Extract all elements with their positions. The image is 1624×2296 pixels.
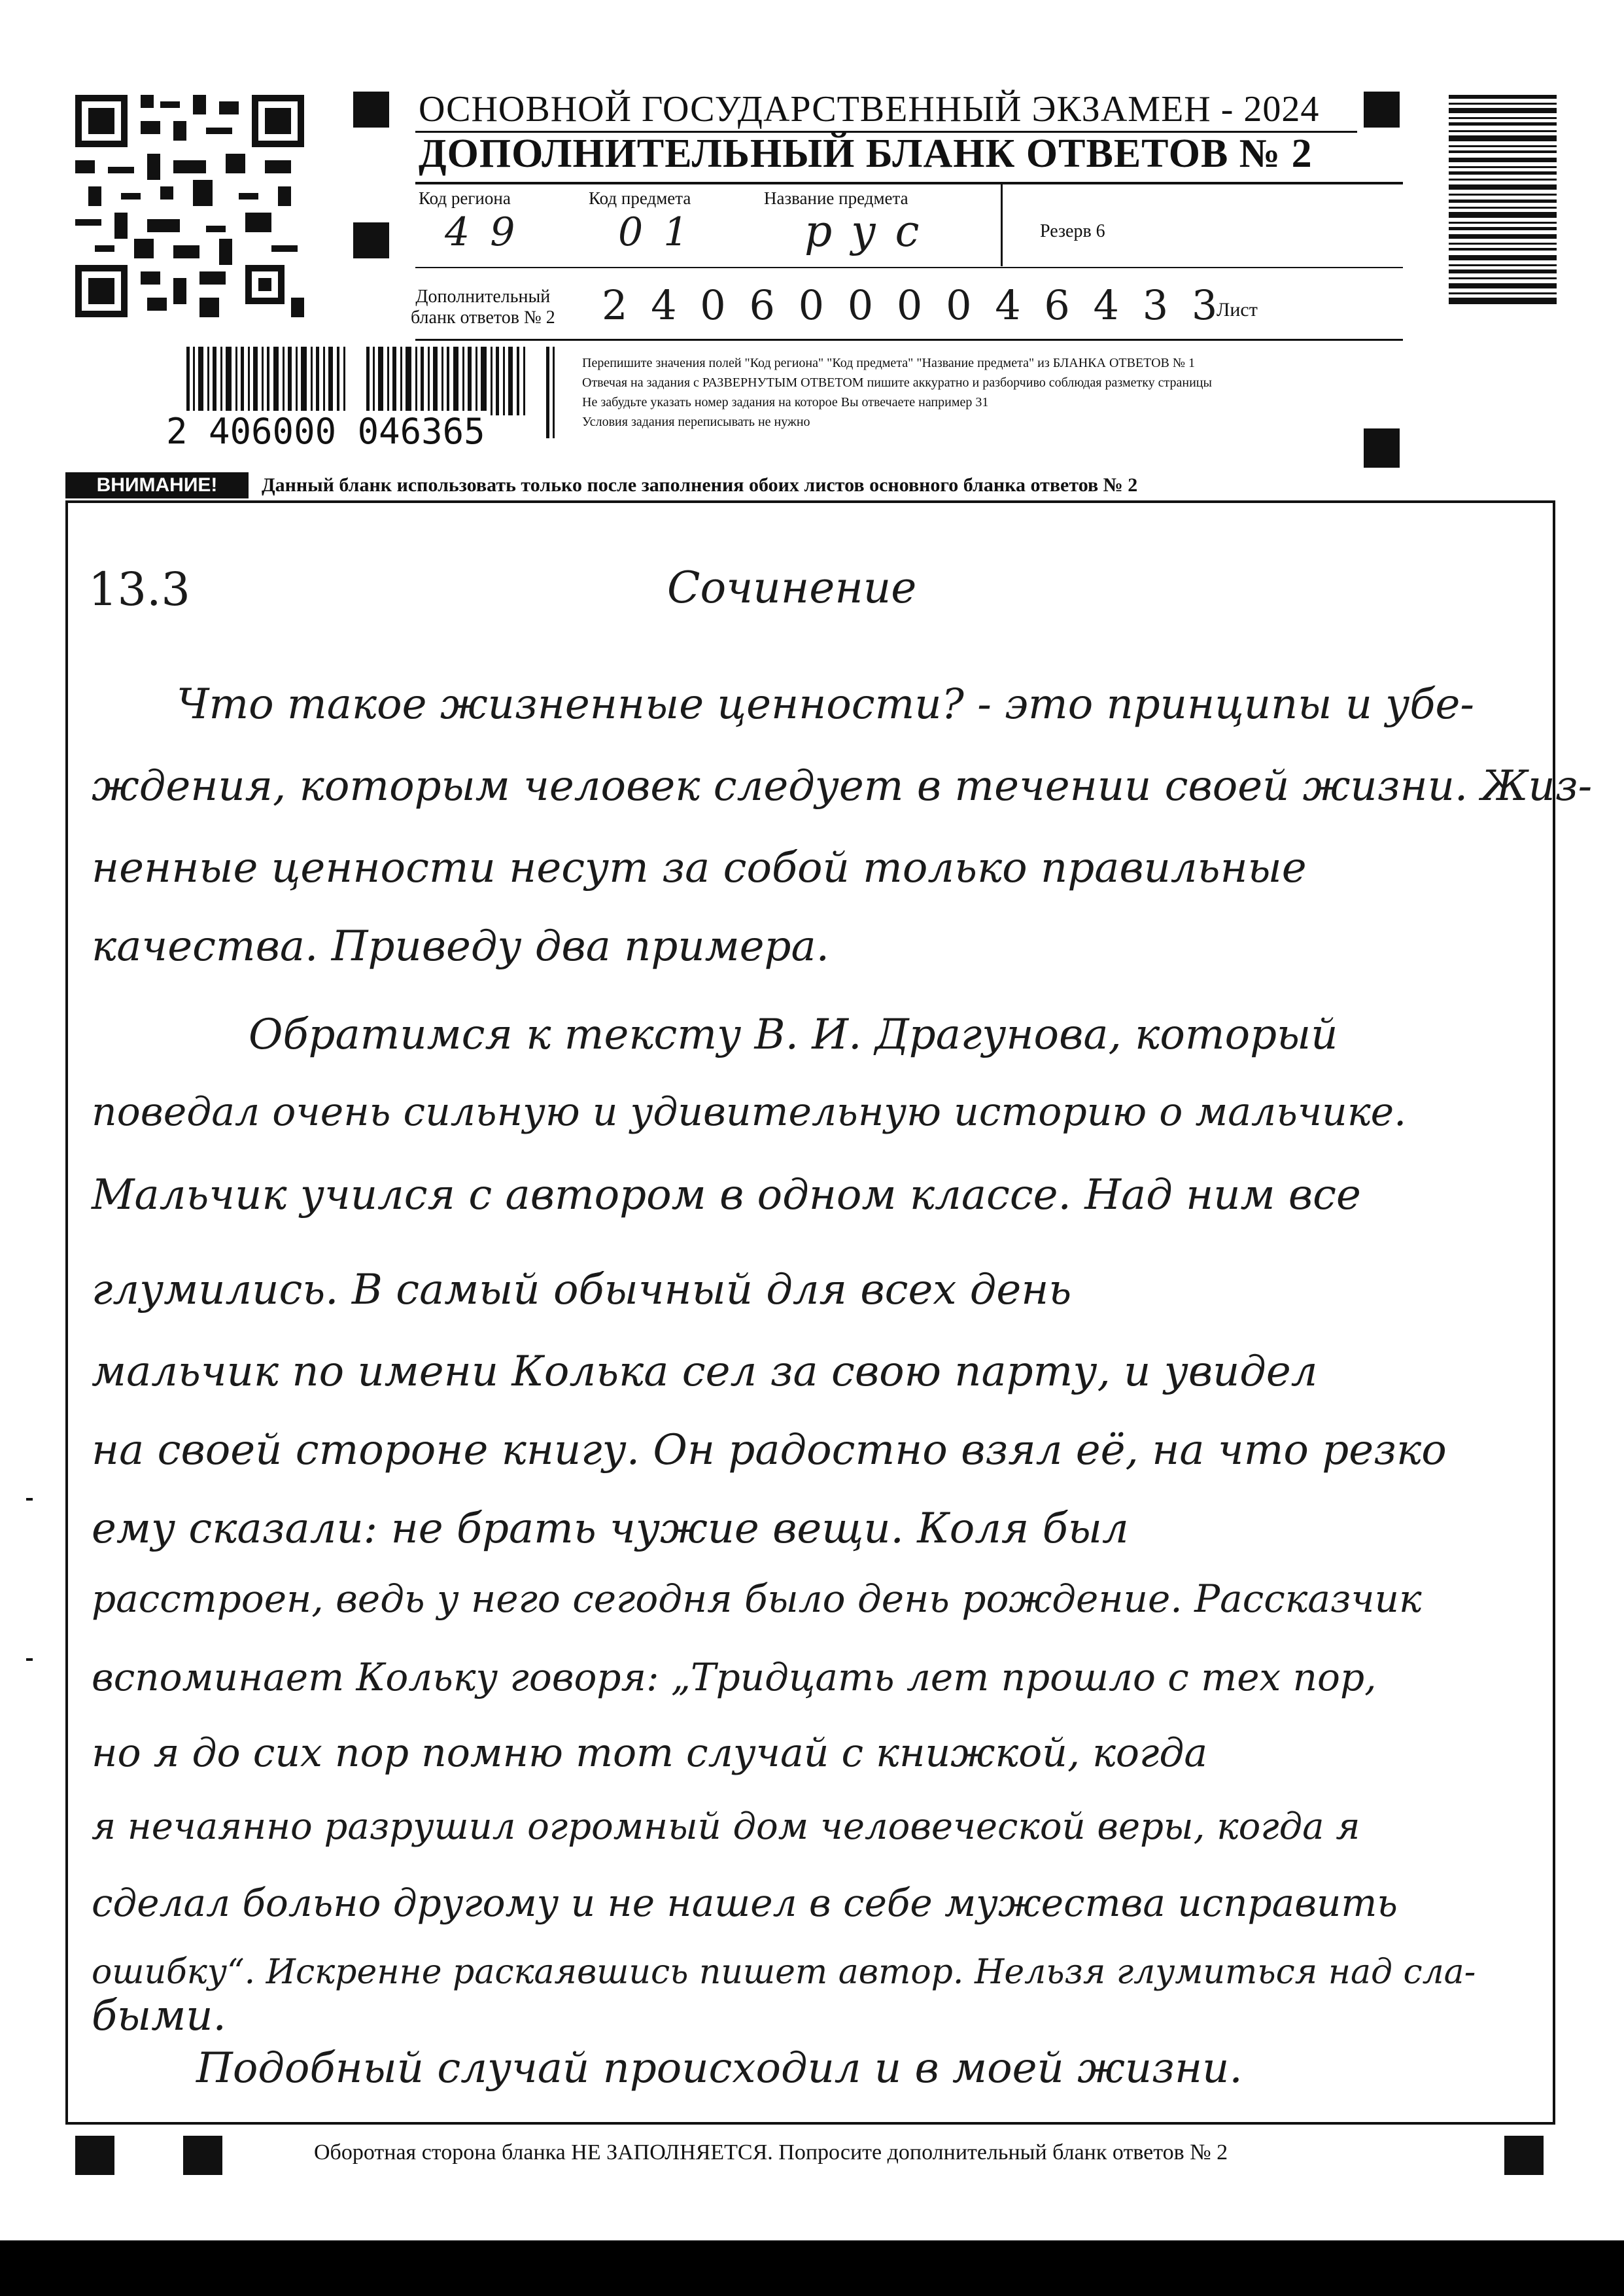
footer-text: Оборотная сторона бланка НЕ ЗАПОЛНЯЕТСЯ. Попросите дополнительный бланк ответов № 2	[314, 2140, 1228, 2165]
essay-line: вспоминает Кольку говоря: „Тридцать лет прошло с тех пор,	[92, 1655, 1377, 1699]
timing-mark	[75, 2136, 114, 2175]
timing-mark	[183, 2136, 222, 2175]
subject-code-value: 0 1	[618, 209, 693, 255]
essay-line: Что такое жизненные ценности? - это принципы и убе-	[177, 680, 1474, 729]
side-barcode	[1449, 95, 1557, 304]
instruction-line: Условия задания переписывать не нужно	[582, 415, 810, 429]
essay-line: ждения, которым человек следует в течении своей жизни. Жиз-	[92, 762, 1593, 810]
instruction-line: Отвечая на задания с РАЗВЕРНУТЫМ ОТВЕТОМ пишите аккуратно и разборчиво соблюдая разметку страницы	[582, 375, 1212, 390]
essay-line: я нечаянно разрушил огромный дом человеческой веры, когда я	[92, 1805, 1360, 1848]
essay-line: Подобный случай происходил и в моей жизни.	[196, 2044, 1243, 2093]
essay-heading: Сочинение	[667, 563, 917, 613]
exam-title: ОСНОВНОЙ ГОСУДАРСТВЕННЫЙ ЭКЗАМЕН - 2024	[419, 89, 1320, 130]
essay-line: ошибку“. Искренне раскаявшись пишет автор. Нельзя глумиться над сла-	[92, 1953, 1476, 1992]
timing-mark	[1364, 92, 1400, 128]
warning-text: Данный бланк использовать только после заполнения обоих листов основного бланка ответов № 2	[262, 474, 1138, 496]
instruction-line: Не забудьте указать номер задания на которое Вы отвечаете например 31	[582, 395, 989, 409]
essay-line: быми.	[92, 1992, 226, 2040]
essay-line: Мальчик учился с автором в одном классе. Над ним все	[92, 1171, 1361, 1219]
subject-code-label: Код предмета	[589, 188, 691, 208]
timing-mark	[353, 92, 389, 128]
reserve-divider	[1001, 184, 1003, 266]
barcode-number: 2 406000 046365	[164, 411, 488, 452]
essay-line: поведал очень сильную и удивительную историю о мальчике.	[92, 1089, 1407, 1135]
title-underline	[415, 182, 1403, 184]
essay-line: Обратимся к тексту В. И. Драгунова, который	[249, 1011, 1338, 1059]
qr-code	[75, 95, 304, 317]
subject-name-label: Название предмета	[764, 188, 908, 208]
essay-line: сделал больно другому и не нашел в себе мужества исправить	[92, 1881, 1398, 1925]
timing-mark	[1504, 2136, 1544, 2175]
margin-tick	[26, 1498, 33, 1501]
warning-badge: ВНИМАНИЕ!	[65, 472, 249, 498]
bottom-scan-border	[0, 2240, 1624, 2296]
codes-divider	[415, 267, 1403, 268]
essay-line: мальчик по имени Колька сел за свою парту, и увидел	[92, 1348, 1318, 1396]
form-title: ДОПОЛНИТЕЛЬНЫЙ БЛАНК ОТВЕТОВ № 2	[419, 131, 1313, 176]
essay-line: качества. Приведу два примера.	[92, 922, 829, 971]
essay-line: ему сказали: не брать чужие вещи. Коля был	[92, 1505, 1129, 1553]
essay-line: расстроен, ведь у него сегодня было день рождение. Рассказчик	[92, 1576, 1422, 1621]
extra-form-label-line-1: Дополнительный	[415, 287, 551, 307]
extra-form-label-line-2: бланк ответов № 2	[411, 307, 555, 328]
region-label: Код региона	[419, 188, 511, 208]
timing-mark	[1364, 428, 1400, 468]
form-number-value: 2 4 0 6 0 0 0 0 4 6 4 3 3	[602, 281, 1223, 329]
reserve-label: Резерв 6	[1040, 221, 1105, 241]
form-number-divider	[415, 339, 1403, 341]
essay-line: ненные ценности несут за собой только правильные	[92, 844, 1307, 892]
essay-line: на своей стороне книгу. Он радостно взял её, на что резко	[92, 1426, 1447, 1474]
subject-name-value: р у с	[804, 206, 922, 256]
sheet-label: Лист	[1217, 299, 1258, 321]
task-number: 13.3	[88, 563, 190, 616]
instructions	[582, 353, 1393, 432]
timing-mark	[353, 222, 389, 258]
essay-line: но я до сих пор помню тот случай с книжкой, когда	[92, 1730, 1208, 1776]
instruction-line: Перепишите значения полей "Код региона" "Код предмета" "Название предмета" из БЛАНКА ОТВЕТОВ № 1	[582, 356, 1195, 370]
essay-line: глумились. В самый обычный для всех день	[92, 1266, 1072, 1314]
extra-form-label	[411, 287, 555, 328]
region-value: 4 9	[445, 209, 519, 255]
margin-tick	[26, 1658, 33, 1661]
